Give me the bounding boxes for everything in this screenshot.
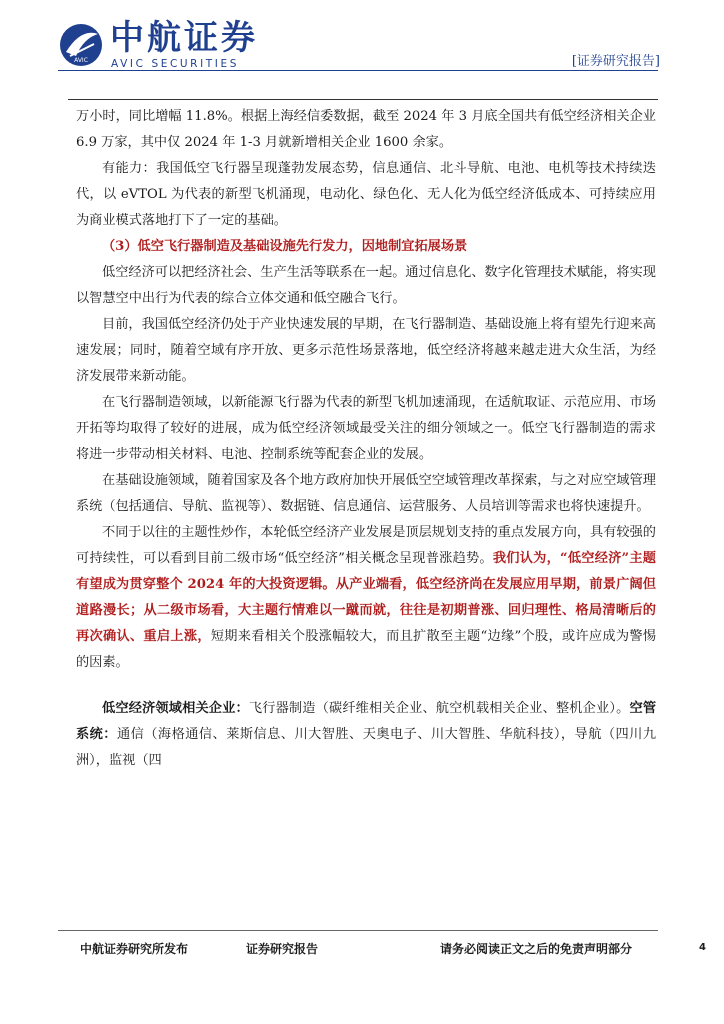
report-header xyxy=(0,0,724,100)
footer-report-type: 证券研究报告 xyxy=(246,942,319,956)
paragraph-text: 不同于以往的主题性炒作，本轮低空经济产业发展是顶层规划支持的重点发展方向，具有较强的可持续性，可以看到目前二级市场“低空经济”相关概念呈现普涨趋势。 xyxy=(76,525,656,566)
related-companies-paragraph xyxy=(76,696,656,774)
paragraph-text: 短期来看相关个股涨幅较大，而且扩散至主题“边缘”个股，或许应成为警惕的因素。 xyxy=(76,629,657,670)
footer-publisher: 中航证券研究所发布 xyxy=(80,942,189,956)
section-heading: （3）低空飞行器制造及基础设施先行发力，因地制宜拓展场景 xyxy=(102,239,468,254)
footer-disclaimer: 请务必阅读正文之后的免责声明部分 xyxy=(440,942,633,956)
paragraph: 万小时，同比增幅 11.8%。根据上海经信委数据，截至 2024 年 3 月底全国共有低空经济相关企业 6.9 万家，其中仅 2024 年 1-3 月就新增相关企业 1600 余家。 xyxy=(76,109,656,150)
report-type-tag: [证券研究报告] xyxy=(571,54,660,69)
paragraph: 在基础设施领域，随着国家及各个地方政府加快开展低空空域管理改革探索，与之对应空域管理系统（包括通信、导航、监视等）、数据链、信息通信、运营服务、人员培训等需求也将快速提升。 xyxy=(76,473,656,514)
report-footer xyxy=(0,930,724,970)
footer-rule xyxy=(58,930,658,931)
paragraph: 在飞行器制造领域，以新能源飞行器为代表的新型飞机加速涌现，在适航取证、示范应用、市场开拓等均取得了较好的进展，成为低空经济领域最受关注的细分领域之一。低空飞行器制造的需求将进一步带动相关材料、电池、控制系统等配套企业的发展。 xyxy=(76,395,656,462)
bold-label: 空管系统： xyxy=(76,701,657,742)
paragraph-text: 飞行器制造（碳纤维相关企业、航空机载相关企业、整机企业）。 xyxy=(248,701,630,716)
paragraph: 目前，我国低空经济仍处于产业快速发展的早期，在飞行器制造、基础设施上将有望先行迎来高速发展；同时，随着空域有序开放、更多示范性场景落地，低空经济将越来越走进大众生活，为经济发展带来新动能。 xyxy=(76,317,656,384)
report-body xyxy=(76,104,656,774)
logo-text: AVIC xyxy=(74,57,88,64)
header-rule xyxy=(58,70,658,71)
page-number: 4 xyxy=(699,942,706,953)
brand-name-cn: 中航证券 xyxy=(110,18,258,58)
paragraph-text: 通信（海格通信、莱斯信息、川大智胜、天奥电子、川大智胜、华航科技），导航（四川九洲），监视（四 xyxy=(76,727,657,768)
header-rule-secondary xyxy=(68,99,658,100)
paragraph: 低空经济可以把经济社会、生产生活等联系在一起。通过信息化、数字化管理技术赋能，将实现以智慧空中出行为代表的综合立体交通和低空融合飞行。 xyxy=(76,265,656,306)
bold-label: 低空经济领域相关企业： xyxy=(102,701,249,716)
highlight-text: 我们认为，“低空经济”主题有望成为贯穿整个 2024 年的大投资逻辑。从产业端看，低空经济尚在发展应用早期，前景广阔但道路漫长；从二级市场看，大主题行情难以一蹴而就，往往是初期普涨、回归理性、格局清晰后的再次确认、重启上涨， xyxy=(76,551,656,644)
avic-logo-icon xyxy=(58,22,104,68)
paragraph: 有能力：我国低空飞行器呈现蓬勃发展态势，信息通信、北斗导航、电池、电机等技术持续迭代，以 eVTOL 为代表的新型飞机涌现，电动化、绿色化、无人化为低空经济低成本、可持续应用为商业模式落地打下了一定的基础。 xyxy=(76,161,656,228)
brand-name-en: AVIC SECURITIES xyxy=(111,58,239,70)
paragraph-with-highlight xyxy=(76,520,656,676)
